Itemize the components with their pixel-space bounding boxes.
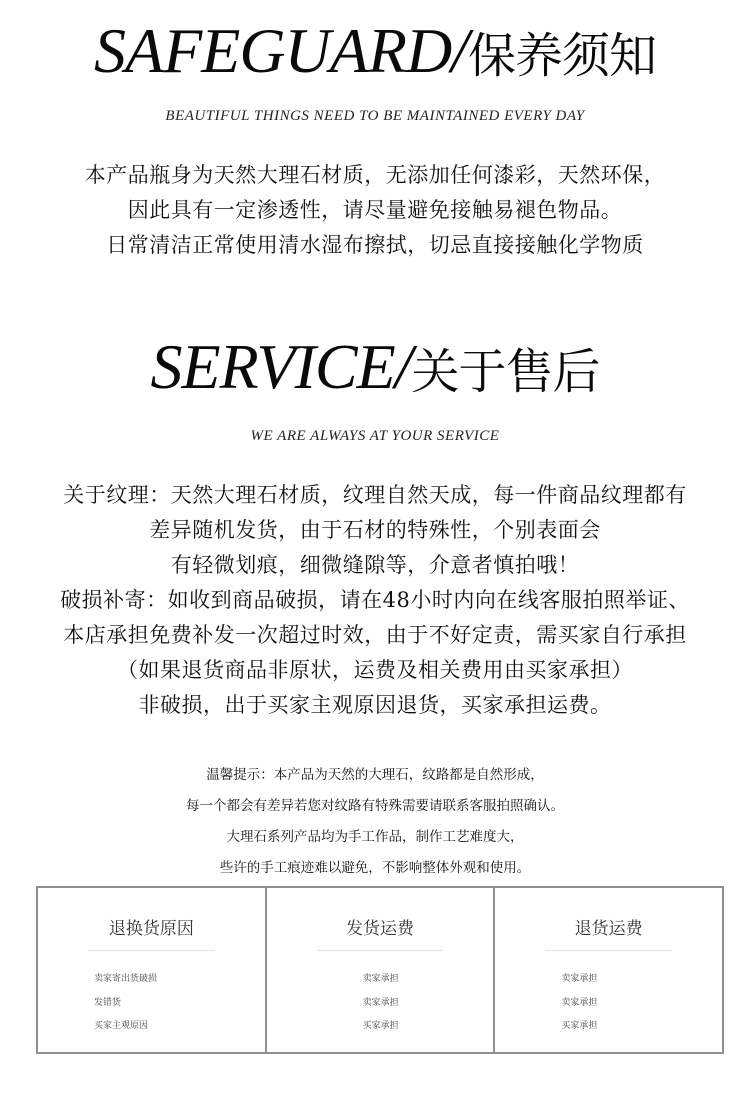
list-item: 卖家承担 [561,974,598,984]
safeguard-title [0,14,750,88]
service-title [0,330,750,404]
column-return-fee [493,888,722,1052]
column-items [561,968,597,1039]
column-header: 退货运费 [574,919,643,939]
list-item: 卖家承担 [561,997,598,1008]
service-title-latin: SERVICE/ [150,331,412,402]
safeguard-line: 日常清洁正常使用清水湿布擦拭，切忌直接接触化学物质 [106,233,644,257]
column-divider [88,950,215,951]
column-items [94,968,157,1039]
tips-line: 每一个都会有差异若您对纹路有特殊需要请联系客服拍照确认。 [186,798,564,814]
list-item: 发错货 [94,997,122,1008]
list-item: 卖家承担 [362,997,399,1008]
column-shipping-fee [265,888,494,1052]
tips-line: 大理石系列产品均为手工作品，制作工艺难度大， [226,829,524,845]
safeguard-subtitle: BEAUTIFUL THINGS NEED TO BE MAINTAINED EVERY DAY [165,108,585,124]
tips-line: 些许的手工痕迹难以避免，不影响整体外观和使用。 [219,860,531,876]
list-item: 买家承担 [561,1021,598,1031]
safeguard-title-cjk: 保养须知 [467,28,656,84]
service-line: 非破损，出于买家主观原因退货，买家承担运费。 [138,693,612,717]
column-divider [317,950,444,951]
service-paragraph [0,478,750,723]
service-line: 本店承担免费补发一次超过时效，由于不好定责，需买家自行承担 [63,623,687,647]
column-items [363,968,399,1039]
safeguard-title-latin: SAFEGUARD/ [94,15,468,86]
list-item: 卖家寄出货破损 [94,974,158,984]
tips-block [0,760,750,884]
tips-line: 温馨提示：本产品为天然的大理石，纹路都是自然形成， [206,767,544,783]
column-return-reason [38,888,265,1052]
safeguard-line: 本产品瓶身为天然大理石材质，无添加任何漆彩，天然环保， [84,163,666,187]
list-item: 买家承担 [362,1021,399,1031]
service-line: 破损补寄：如收到商品破损，请在48小时内向在线客服拍照举证、 [60,588,690,612]
column-header: 退换货原因 [108,919,194,939]
safeguard-line: 因此具有一定渗透性，请尽量避免接触易褪色物品。 [127,198,623,222]
return-policy-table [36,886,724,1054]
list-item: 卖家承担 [362,974,399,984]
service-line: 差异随机发货，由于石材的特殊性，个别表面会 [149,518,601,542]
column-header: 发货运费 [346,919,414,939]
service-line: 有轻微划痕，细微缝隙等，介意者慎拍哦！ [170,553,580,577]
list-item: 买家主观原因 [94,1021,149,1031]
service-line: 关于纹理：天然大理石材质，纹理自然天成，每一件商品纹理都有 [63,483,687,507]
safeguard-paragraph [0,158,750,263]
service-line: （如果退货商品非原状，运费及相关费用由买家承担） [117,658,633,682]
column-divider [545,950,672,951]
service-title-cjk: 关于售后 [411,344,600,400]
service-subtitle: WE ARE ALWAYS AT YOUR SERVICE [250,428,500,444]
